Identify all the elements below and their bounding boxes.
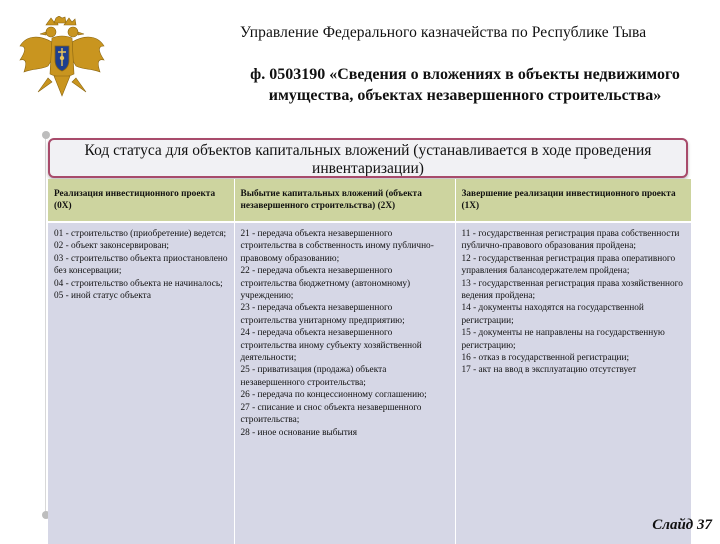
code-15: 15 - документы не направлены на государственную регистрацию;: [461, 328, 665, 351]
codes-1x-cell: [455, 222, 691, 544]
code-02: 02 - объект законсервирован;: [54, 241, 169, 252]
status-code-banner: Код статуса для объектов капитальных вложений (устанавливается в ходе проведения инвентаризации): [48, 138, 688, 178]
table-row: [48, 222, 691, 544]
header-investment-project: Реализация инвестиционного проекта (0X): [48, 179, 234, 222]
slide-number: Слайд 37: [652, 517, 712, 533]
header-disposal: Выбытие капитальных вложений (объекта незавершенного строительства) (2X): [234, 179, 455, 222]
code-17: 17 - акт на ввод в эксплуатацию отсутствует: [461, 365, 637, 376]
form-title: ф. 0503190 «Сведения о вложениях в объекты недвижимого имущества, объектах незавершенного строительства»: [250, 66, 680, 104]
table-header-row: [48, 179, 691, 222]
code-04: 04 - строительство объекта не начиналось;: [54, 278, 223, 289]
code-24: 24 - передача объекта незавершенного строительства иному субъекту хозяйственной деятельности;: [240, 328, 422, 364]
code-13: 13 - государственная регистрация права хозяйственного ведения пройдена;: [461, 278, 683, 302]
code-01: 01 - строительство (приобретение) ведется;: [54, 229, 227, 239]
code-26: 26 - передача по концессионному соглашению;: [240, 390, 427, 401]
status-codes-table: [48, 179, 691, 544]
organization-name: Управление Федерального казначейства по Республике Тыва: [240, 24, 647, 41]
code-23: 23 - передача объекта незавершенного строительства унитарному предприятию;: [240, 303, 405, 326]
double-headed-eagle-emblem-icon: [18, 16, 106, 106]
code-22: 22 - передача объекта незавершенного строительства бюджетному (автономному) учреждению;: [240, 266, 411, 302]
code-28: 28 - иное основание выбытия: [240, 427, 358, 438]
frame-line: [45, 135, 46, 515]
code-12: 12 - государственная регистрация права оперативного управления балансодержателем пройдена;: [461, 253, 676, 277]
frame-dot: [42, 131, 50, 139]
header-completion: Завершение реализации инвестиционного проекта (1X): [455, 179, 691, 222]
codes-2x-cell: [234, 222, 455, 544]
code-25: 25 - приватизация (продажа) объекта незавершенного строительства;: [240, 365, 387, 388]
code-14: 14 - документы находятся на государственной регистрации;: [461, 303, 644, 326]
code-16: 16 - отказ в государственной регистрации;: [461, 353, 630, 364]
code-03: 03 - строительство объекта приостановлено без консервации;: [54, 253, 228, 277]
codes-0x-cell: [48, 222, 234, 544]
code-05: 05 - иной статус объекта: [54, 291, 151, 302]
code-11: 11 - государственная регистрация права собственности публично-правового образования пройдена;: [461, 229, 680, 252]
code-27: 27 - списание и снос объекта незавершенного строительства;: [240, 402, 422, 426]
code-21: 21 - передача объекта незавершенного строительства в собственность иному публично-правовому образованию;: [240, 229, 434, 264]
